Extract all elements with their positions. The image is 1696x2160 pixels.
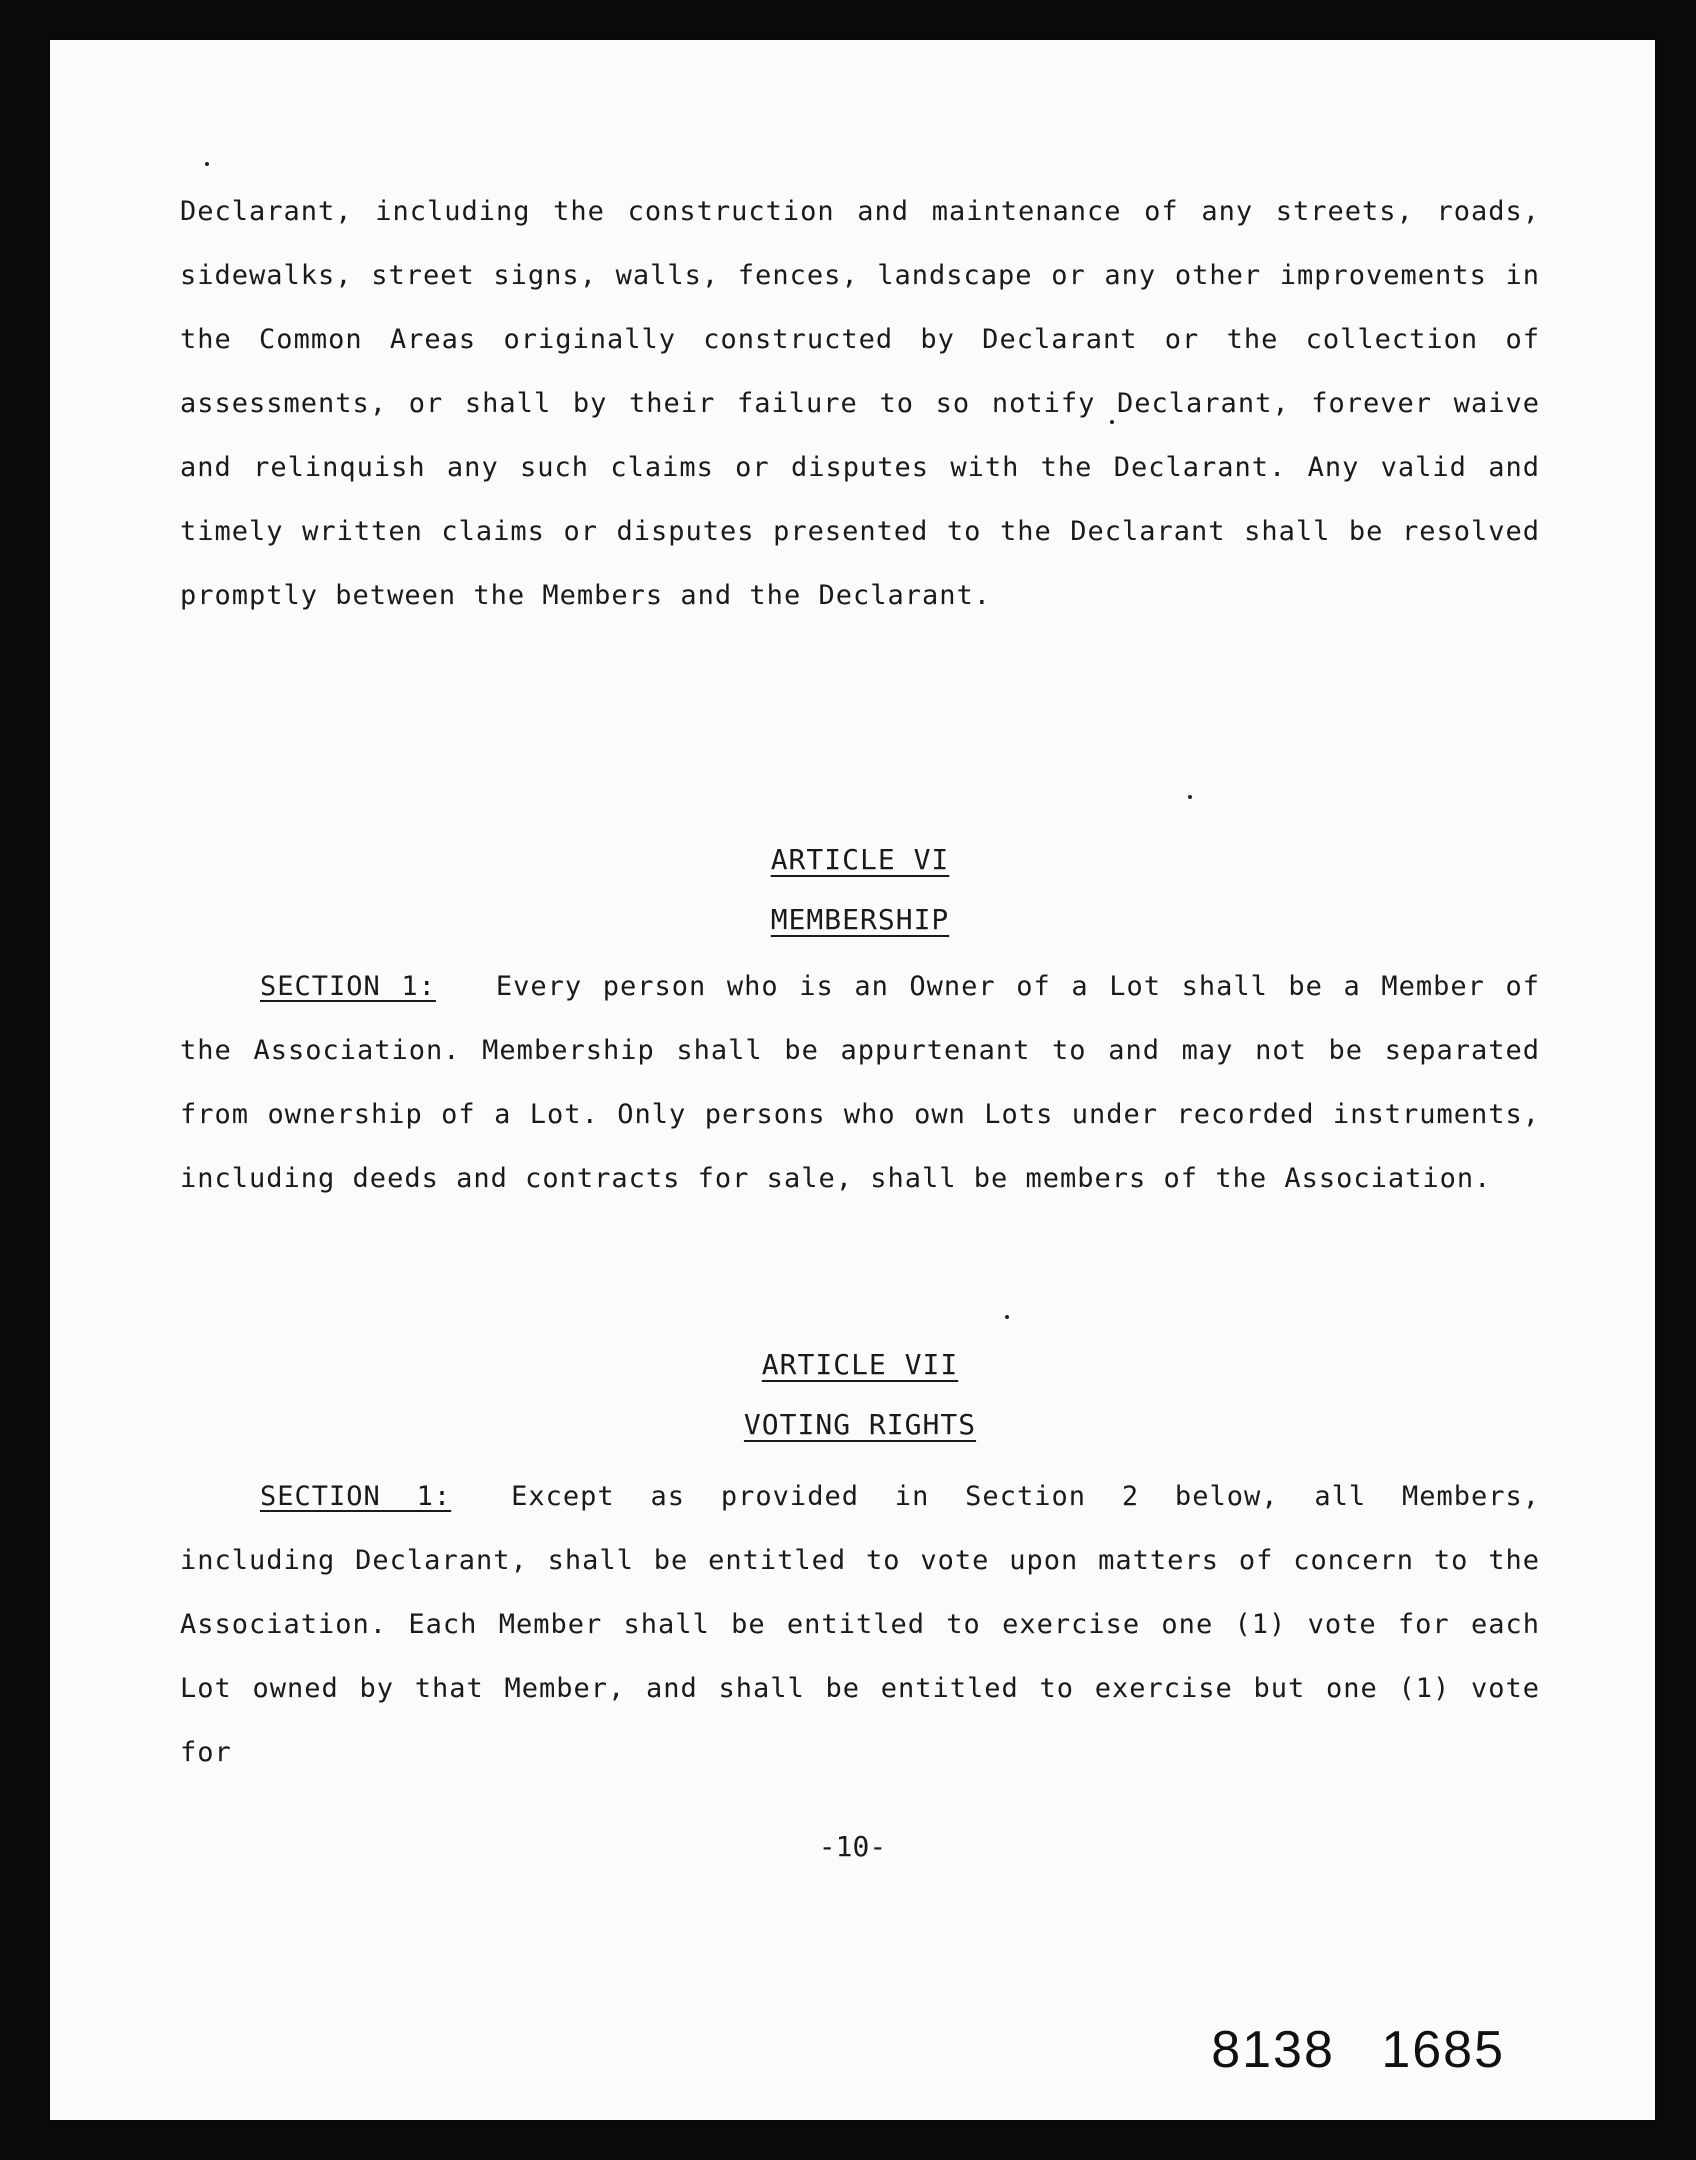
- document-number: 8138 1685: [1211, 2021, 1505, 2079]
- article-vi-heading-block: [180, 830, 1540, 950]
- article-vi-section-1: [180, 955, 1540, 1211]
- article-vi-section-label: SECTION 1:: [260, 971, 436, 1002]
- article-vii-section-1: [180, 1465, 1540, 1785]
- speck: [1188, 795, 1192, 799]
- speck: [205, 162, 209, 166]
- article-vii-section-paragraph: [180, 1465, 1540, 1785]
- article-vi-section-text: Every person who is an Owner of a Lot shall be a Member of the Association. Membership shall be appurtenant to and may not be separated from ownership of a Lot. Only persons who own Lots under recorded instruments, including deeds and contracts for sale, shall be members of the Association.: [180, 971, 1540, 1194]
- page-number: -10-: [818, 1830, 887, 1863]
- speck: [1005, 1315, 1009, 1319]
- article-vi-subtitle: MEMBERSHIP: [770, 903, 950, 936]
- intro-paragraph: Declarant, including the construction and maintenance of any streets, roads, sidewalks, street signs, walls, fences, landscape or any other improvements in the Common Areas originally constructed by Declarant or the collection of assessments, or shall by their failure to so notify Declarant, forever waive and relinquish any such claims or disputes with the Declarant. Any valid and timely written claims or disputes presented to the Declarant shall be resolved promptly between the Members and the Declarant.: [180, 196, 1540, 611]
- article-vi-title: ARTICLE VI: [770, 843, 950, 876]
- intro-paragraph-block: [180, 180, 1540, 628]
- article-vii-subtitle: VOTING RIGHTS: [743, 1408, 977, 1441]
- article-vii-title: ARTICLE VII: [761, 1348, 959, 1381]
- article-vii-heading-block: [180, 1335, 1540, 1455]
- document-page: [50, 40, 1655, 2120]
- article-vii-section-text: Except as provided in Section 2 below, all Members, including Declarant, shall be entitled to vote upon matters of concern to the Association. Each Member shall be entitled to exercise one (1) vote for each Lot owned by that Member, and shall be entitled to exercise but one (1) vote for: [180, 1481, 1540, 1768]
- article-vii-section-label: SECTION 1:: [260, 1481, 452, 1512]
- article-vi-section-paragraph: [180, 955, 1540, 1211]
